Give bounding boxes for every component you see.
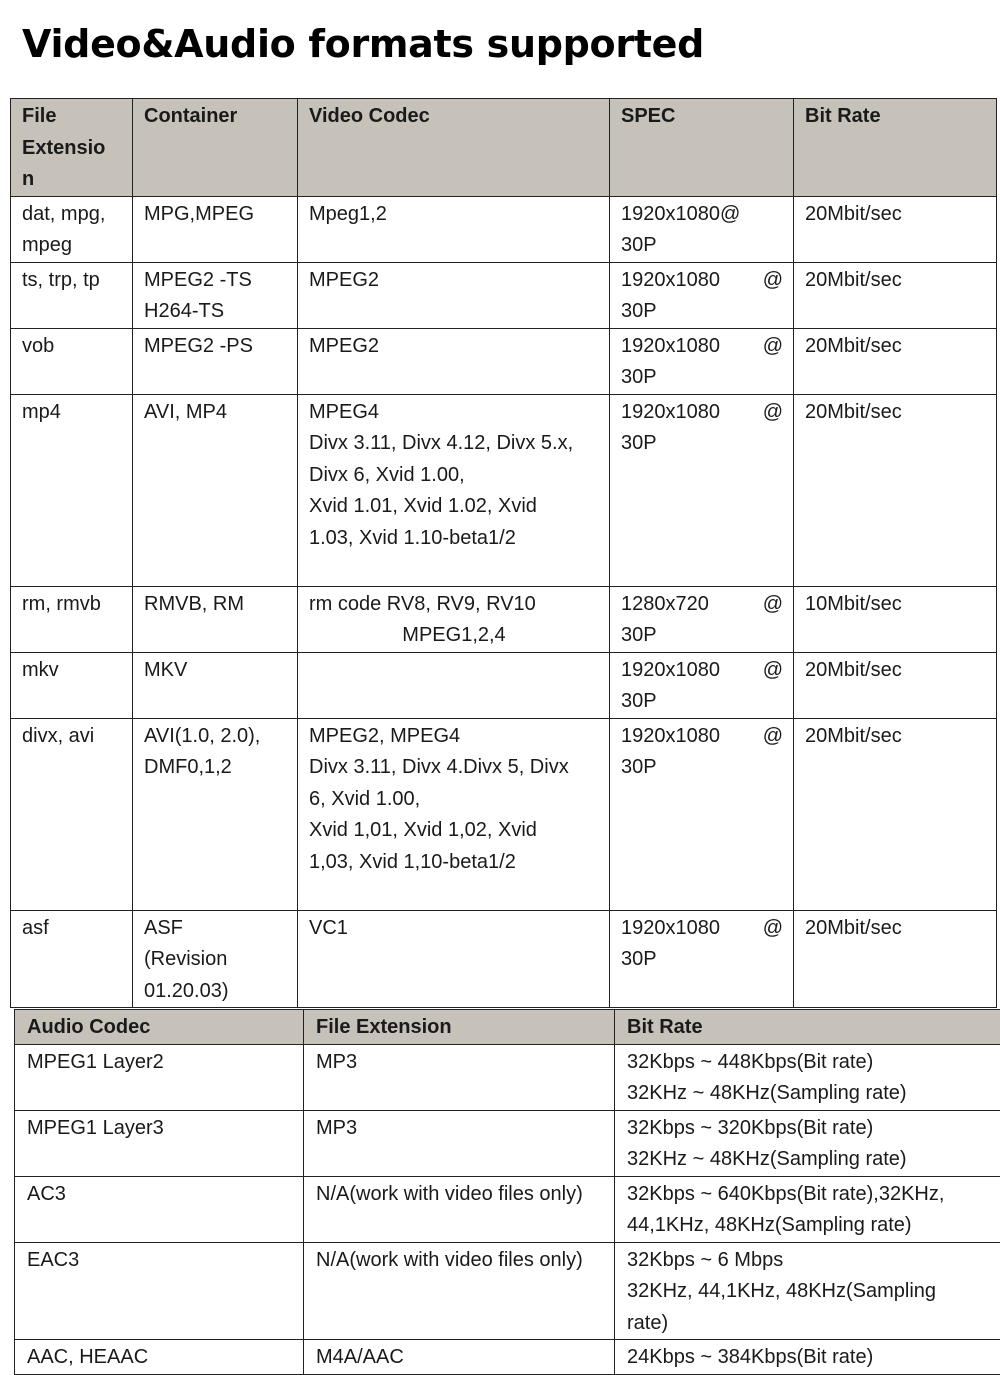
table-row xyxy=(11,196,997,262)
table-row xyxy=(15,1110,1000,1176)
table-row xyxy=(11,394,997,586)
cell-video-codec xyxy=(298,394,610,586)
cell-file-extension: mkv xyxy=(11,652,133,718)
spec-resolution: 1920x1080 xyxy=(621,265,720,297)
cell-container: AVI, MP4 xyxy=(133,394,298,586)
table-row xyxy=(11,718,997,910)
cell-file-extension: divx, avi xyxy=(11,718,133,910)
video-codec-text: MPEG4 Divx 3.11, Divx 4.12, Divx 5.x, Divx 6, Xvid 1.00, Xvid 1.01, Xvid 1.02, Xvid 1.03, Xvid 1.10-beta1/2 xyxy=(309,401,573,549)
header-bit-rate: Bit Rate xyxy=(794,99,997,197)
spec-frame-rate: 30P xyxy=(621,944,783,976)
video-codec-extra-text: MPEG1,2,4 xyxy=(309,620,599,652)
table-row xyxy=(15,1340,1000,1375)
spec-resolution: 1920x1080 xyxy=(621,721,720,753)
cell-spec xyxy=(610,196,794,262)
audio-header-row xyxy=(15,1010,1000,1045)
cell-bit-rate: 20Mbit/sec xyxy=(794,394,997,586)
cell-audio-file-extension: N/A(work with video files only) xyxy=(304,1242,615,1340)
table-row xyxy=(15,1242,1000,1340)
cell-spec xyxy=(610,262,794,328)
cell-container: MPEG2 -TS H264-TS xyxy=(133,262,298,328)
cell-container: MPEG2 -PS xyxy=(133,328,298,394)
header-spec: SPEC xyxy=(610,99,794,197)
header-file-extension: File Extensio n xyxy=(11,99,133,197)
cell-container: ASF (Revision 01.20.03) xyxy=(133,910,298,1008)
cell-audio-bit-rate: 32Kbps ~ 6 Mbps 32KHz, 44,1KHz, 48KHz(Sampling rate) xyxy=(615,1242,1000,1340)
video-codec-text: MPEG2 xyxy=(309,269,379,291)
spec-at-sign: @ xyxy=(763,331,783,363)
video-codec-text: MPEG2, MPEG4 Divx 3.11, Divx 4.Divx 5, Divx 6, Xvid 1.00, Xvid 1,01, Xvid 1,02, Xvid 1,03, Xvid 1,10-beta1/2 xyxy=(309,725,569,873)
cell-spec xyxy=(610,586,794,652)
cell-file-extension: mp4 xyxy=(11,394,133,586)
spec-at-sign: @ xyxy=(763,721,783,753)
spec-frame-rate: 30P xyxy=(621,296,783,328)
spec-resolution: 1920x1080 xyxy=(621,331,720,363)
cell-file-extension: vob xyxy=(11,328,133,394)
cell-audio-codec: AAC, HEAAC xyxy=(15,1340,304,1375)
cell-audio-codec: MPEG1 Layer3 xyxy=(15,1110,304,1176)
cell-bit-rate: 20Mbit/sec xyxy=(794,910,997,1008)
cell-audio-codec: AC3 xyxy=(15,1176,304,1242)
cell-spec xyxy=(610,718,794,910)
table-row xyxy=(11,328,997,394)
cell-video-codec xyxy=(298,196,610,262)
spec-resolution: 1920x1080 xyxy=(621,397,720,429)
table-row xyxy=(15,1044,1000,1110)
cell-file-extension: asf xyxy=(11,910,133,1008)
cell-bit-rate: 20Mbit/sec xyxy=(794,328,997,394)
header-audio-codec: Audio Codec xyxy=(15,1010,304,1045)
cell-container: MPG,MPEG xyxy=(133,196,298,262)
spec-resolution: 1920x1080 xyxy=(621,655,720,687)
cell-bit-rate: 10Mbit/sec xyxy=(794,586,997,652)
cell-audio-bit-rate: 32Kbps ~ 640Kbps(Bit rate),32KHz, 44,1KHz, 48KHz(Sampling rate) xyxy=(615,1176,1000,1242)
cell-container: AVI(1.0, 2.0), DMF0,1,2 xyxy=(133,718,298,910)
cell-spec xyxy=(610,652,794,718)
video-codec-text: Mpeg1,2 xyxy=(309,203,387,225)
table-row xyxy=(11,262,997,328)
spec-frame-rate: 30P xyxy=(621,752,783,784)
header-audio-bit-rate: Bit Rate xyxy=(615,1010,1000,1045)
header-video-codec: Video Codec xyxy=(298,99,610,197)
cell-file-extension: dat, mpg, mpeg xyxy=(11,196,133,262)
audio-formats-table xyxy=(14,1009,1000,1375)
cell-bit-rate: 20Mbit/sec xyxy=(794,196,997,262)
cell-audio-bit-rate: 32Kbps ~ 448Kbps(Bit rate) 32KHz ~ 48KHz(Sampling rate) xyxy=(615,1044,1000,1110)
table-row xyxy=(15,1176,1000,1242)
spec-at-sign: @ xyxy=(763,397,783,429)
spec-frame-rate: 30P xyxy=(621,428,783,460)
spec-at-sign: @ xyxy=(763,589,783,621)
cell-video-codec xyxy=(298,910,610,1008)
cell-bit-rate: 20Mbit/sec xyxy=(794,718,997,910)
video-codec-text: MPEG2 xyxy=(309,335,379,357)
spec-at-sign: @ xyxy=(763,655,783,687)
cell-audio-file-extension: MP3 xyxy=(304,1110,615,1176)
cell-video-codec xyxy=(298,652,610,718)
cell-audio-bit-rate: 24Kbps ~ 384Kbps(Bit rate) xyxy=(615,1340,1000,1375)
table-row xyxy=(11,910,997,1008)
cell-video-codec xyxy=(298,586,610,652)
spec-resolution: 1920x1080@ xyxy=(621,199,740,231)
cell-audio-bit-rate: 32Kbps ~ 320Kbps(Bit rate) 32KHz ~ 48KHz(Sampling rate) xyxy=(615,1110,1000,1176)
page-title: Video&Audio formats supported xyxy=(22,22,704,66)
spec-frame-rate: 30P xyxy=(621,362,783,394)
spec-at-sign: @ xyxy=(763,265,783,297)
cell-bit-rate: 20Mbit/sec xyxy=(794,652,997,718)
cell-spec xyxy=(610,328,794,394)
cell-file-extension: rm, rmvb xyxy=(11,586,133,652)
cell-audio-file-extension: M4A/AAC xyxy=(304,1340,615,1375)
header-audio-file-extension: File Extension xyxy=(304,1010,615,1045)
cell-video-codec xyxy=(298,328,610,394)
video-header-row xyxy=(11,99,997,197)
spec-frame-rate: 30P xyxy=(621,686,783,718)
spec-resolution: 1280x720 xyxy=(621,589,709,621)
spec-frame-rate: 30P xyxy=(621,620,783,652)
header-container: Container xyxy=(133,99,298,197)
cell-file-extension: ts, trp, tp xyxy=(11,262,133,328)
cell-video-codec xyxy=(298,262,610,328)
cell-audio-file-extension: MP3 xyxy=(304,1044,615,1110)
cell-container: MKV xyxy=(133,652,298,718)
cell-audio-codec: EAC3 xyxy=(15,1242,304,1340)
cell-audio-file-extension: N/A(work with video files only) xyxy=(304,1176,615,1242)
video-formats-table xyxy=(10,98,997,1008)
spec-at-sign: @ xyxy=(763,913,783,945)
cell-spec xyxy=(610,394,794,586)
cell-container: RMVB, RM xyxy=(133,586,298,652)
table-row xyxy=(11,652,997,718)
cell-video-codec xyxy=(298,718,610,910)
spec-frame-rate: 30P xyxy=(621,230,783,262)
cell-bit-rate: 20Mbit/sec xyxy=(794,262,997,328)
video-codec-text: rm code RV8, RV9, RV10 xyxy=(309,593,536,615)
cell-audio-codec: MPEG1 Layer2 xyxy=(15,1044,304,1110)
cell-spec xyxy=(610,910,794,1008)
table-row xyxy=(11,586,997,652)
spec-resolution: 1920x1080 xyxy=(621,913,720,945)
video-codec-text: VC1 xyxy=(309,917,348,939)
